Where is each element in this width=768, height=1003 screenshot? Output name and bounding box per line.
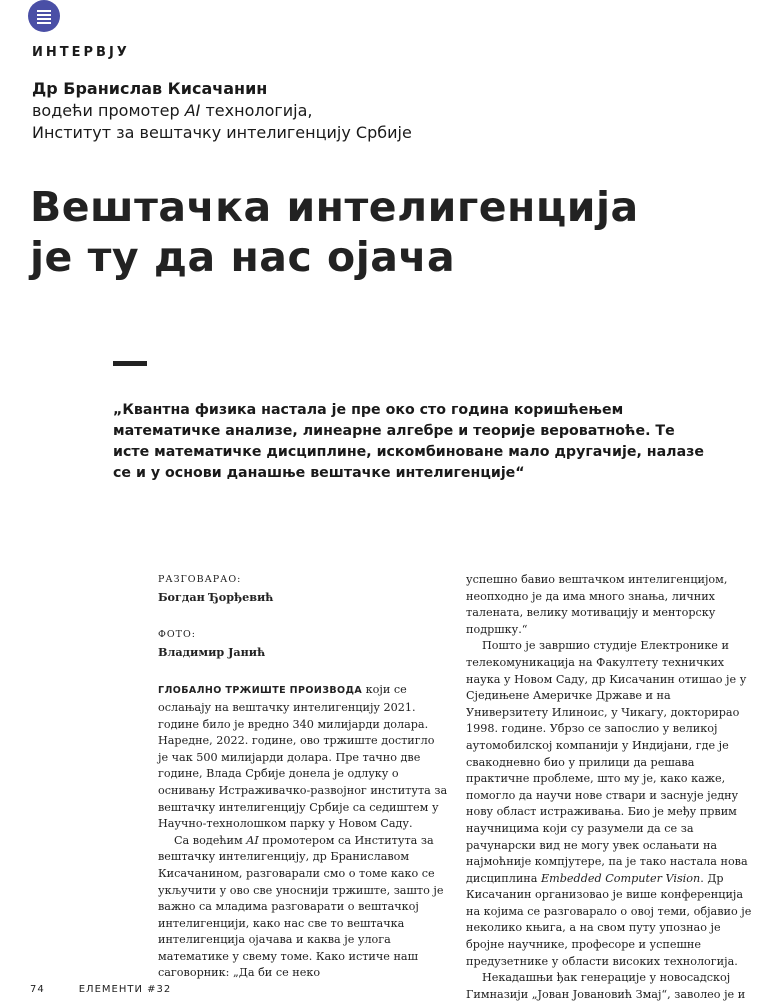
page-footer (30, 984, 171, 995)
author-role-ai: AI (184, 101, 201, 120)
body-paragraph-5: Некадашњи ђак генерације у новосадској Гимназији „Јован Јовановић Змај“, заволео је и (466, 971, 746, 1001)
credit-interviewer-label: РАЗГОВАРАО: (158, 574, 242, 585)
pull-quote: „Квантна физика настала је пре око сто година коришћењем математичке анализе, линеарне алгебре и теорије вероватноће. Те исте математичке дисциплине, искомбиноване мало другачије, налазе се и у основи данашње вештачке интелигенције“ (113, 402, 705, 481)
menu-icon (37, 10, 51, 26)
body-paragraph-4-em: Embedded Computer Vision (540, 871, 701, 885)
author-role-prefix: водећи промотер (32, 101, 185, 120)
author-institution: Институт за вештачку интелигенцију Србије (32, 123, 412, 142)
body-paragraph-3: успешно бавио вештачком интелигенцијом, неопходно је да има много знања, личних талената, велику мотивацију и менторску подршку.“ (466, 573, 728, 636)
lead-in: ГЛОБАЛНО ТРЖИШТЕ ПРОИЗВОДА (158, 685, 363, 697)
menu-button[interactable] (28, 0, 60, 32)
body-paragraph-1 (158, 682, 448, 832)
body-paragraph-2 (158, 833, 448, 982)
column-right (466, 572, 756, 1003)
author-name: Др Бранислав Кисачанин (32, 79, 268, 98)
credit-photo-label: ФОТО: (158, 629, 196, 641)
body-paragraph-1-text: који се ослањају на вештачку интелигенцију 2021. године било је вредно 340 милијарди долара. Наредне, 2022. године, ово тржиште достигло је чак 500 милијарди долара. Пре тачно две године, Влада Србије донела је одлуку о оснивању Истраживачко-развојног института за вештачку интелигенцију Србије са седиштем у Научно-технолошком парку у Новом Саду. (158, 683, 448, 831)
page-number: 74 (30, 984, 45, 995)
article-title (30, 182, 639, 282)
credit-interviewer (158, 572, 448, 605)
credit-photo (158, 627, 448, 660)
body-paragraph-2-a: Са водећим (174, 833, 247, 847)
byline (32, 78, 412, 144)
credit-photo-name: Владимир Јанић (158, 644, 266, 659)
column-left (158, 572, 448, 982)
section-label: ИНТЕРВЈУ (32, 45, 130, 60)
body-paragraph-4-a: Пошто је завршио студије Електронике и телекомуникација на Факултету техничких наука у Новом Саду, др Кисачанин отишао је у Сједињене Америчке Државе и на Универзитету Илинoис, у Чикагу, докторирао 1998. године. Убрзо се запослио у великој аутомобилској компанији у Индијани, где је свакодневно био у прилици да решава практичне проблеме, што му је, како каже, помогло да научи нове ствари и заснује једну нову област истраживања. Био је међу првим научницима који су разумели да се за рачунарски вид не могу увек ослањати на најмоћније компјутере, па је тако настала нова дисциплина (466, 639, 748, 885)
quote-divider (113, 361, 147, 366)
credit-interviewer-name: Богдан Ђорђевић (158, 589, 274, 604)
body-paragraph-4 (466, 638, 756, 970)
title-line-1: Вештачка интелигенција (30, 183, 639, 231)
author-role-suffix: технологија, (200, 101, 313, 120)
title-line-2: је ту да нас ојача (30, 233, 456, 281)
body-paragraph-2-ai: AI (246, 833, 259, 847)
author-role (32, 100, 412, 122)
magazine-issue: ЕЛЕМЕНТИ #32 (78, 984, 172, 995)
body-paragraph-4-b: . Др Кисачанин организовао је више конференција на којима се разговарало о овој теми, објавио је неколико књига, а на свом путу упознао је бројне научнике, професоре и успешне предузетнике у области високих технологија. (466, 871, 752, 968)
body-paragraph-2-b: промотером са Института за вештачку интелигенцију, др Браниславом Кисачанином, разговарали смо о томе како се укључити у ово све уноснији тржиште, зашто је важно са младима разговарати о вештачкој интелигенцији, како нас све то вештачка интелигенција ојачава и каква је улога математике у свему томе. Како истиче наш саговорник: „Да би се неко (158, 833, 444, 980)
